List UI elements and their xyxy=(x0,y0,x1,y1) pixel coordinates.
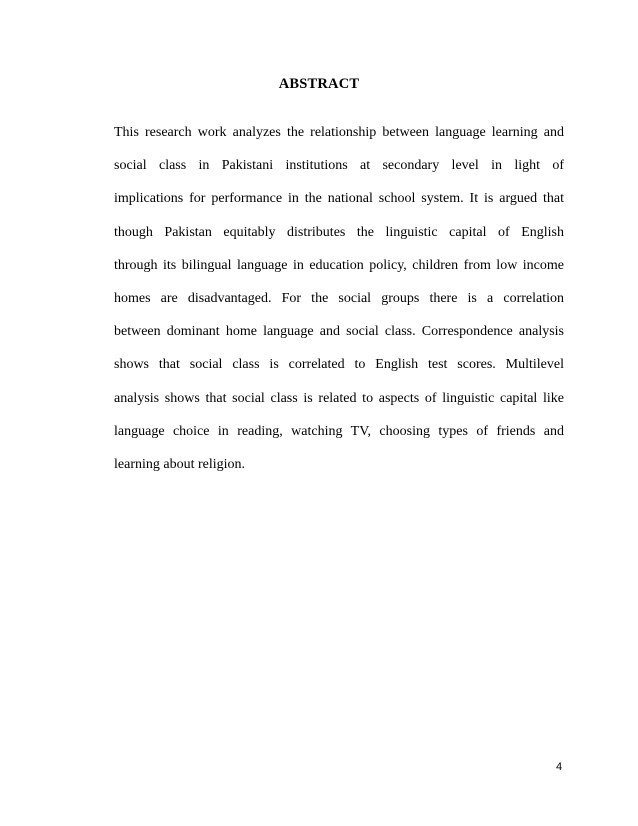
page-number: 4 xyxy=(556,761,563,773)
abstract-line-8: shows that social class is correlated to English test scores. Multilevel xyxy=(114,357,564,373)
abstract-line-4: though Pakistan equitably distributes the linguistic capital of English xyxy=(114,224,564,240)
abstract-line-6: homes are disadvantaged. For the social groups there is a correlation xyxy=(114,290,564,306)
abstract-body xyxy=(114,119,564,484)
abstract-line-3: implications for performance in the national school system. It is argued that xyxy=(114,191,564,207)
abstract-line-10: language choice in reading, watching TV, choosing types of friends and xyxy=(114,423,564,439)
abstract-heading xyxy=(0,76,638,93)
abstract-line-9: analysis shows that social class is related to aspects of linguistic capital like xyxy=(114,390,564,406)
abstract-line-11: learning about religion. xyxy=(114,456,246,472)
abstract-line-1: This research work analyzes the relationship between language learning and xyxy=(114,125,564,140)
abstract-line-2: social class in Pakistani institutions at secondary level in light of xyxy=(114,158,564,174)
abstract-line-7: between dominant home language and social class. Correspondence analysis xyxy=(114,324,564,340)
abstract-line-5: through its bilingual language in education policy, children from low income xyxy=(114,257,564,273)
abstract-heading-text: ABSTRACT xyxy=(278,76,360,92)
